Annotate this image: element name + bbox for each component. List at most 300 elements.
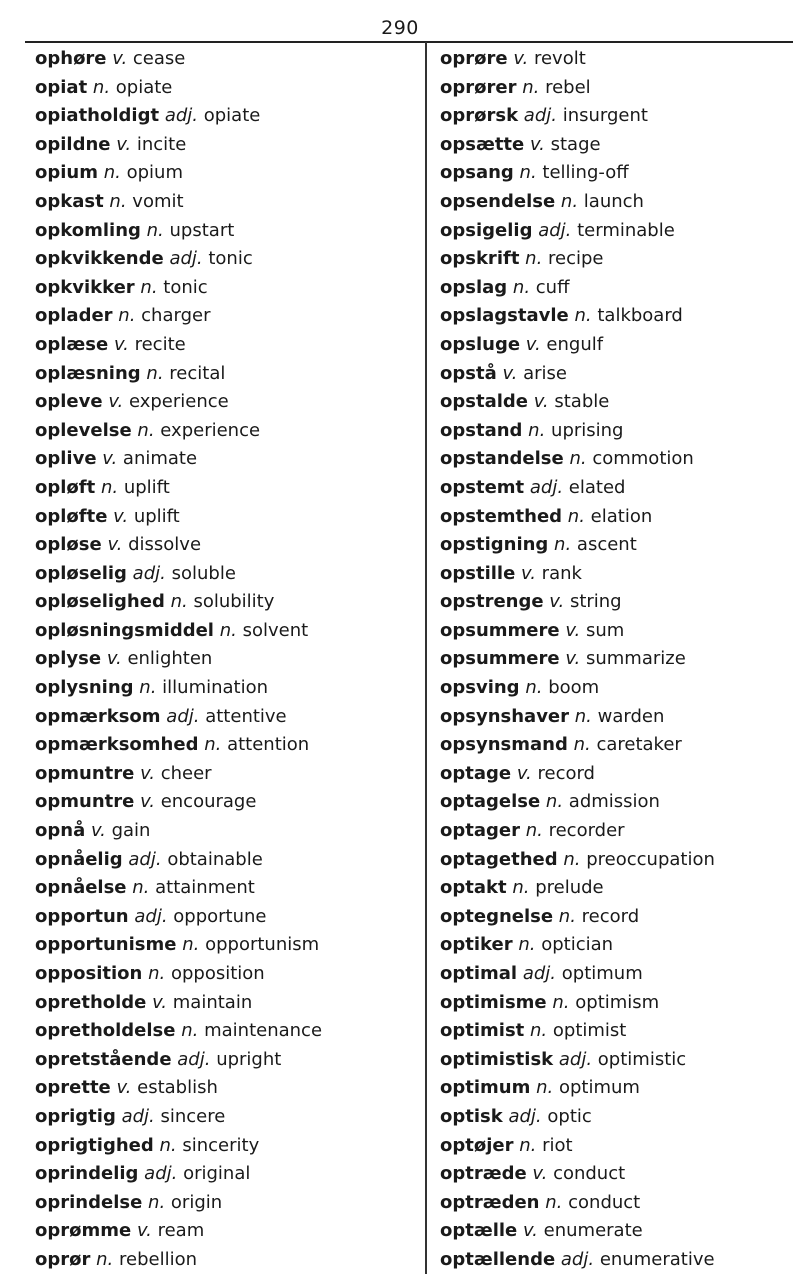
entry-headword: opnå [35, 820, 86, 842]
entry-headword: optimist [440, 1020, 525, 1042]
entry-headword: oprigtighed [35, 1134, 154, 1156]
entry-translation: attentive [205, 705, 287, 727]
entry-translation: optimism [575, 991, 660, 1013]
entry-translation: optimist [552, 1020, 627, 1042]
dictionary-entry [440, 445, 795, 474]
entry-headword: opnåelig [35, 848, 123, 870]
entry-headword: optisk [440, 1105, 503, 1127]
dictionary-entry [440, 960, 795, 989]
entry-headword: opslag [440, 276, 508, 298]
entry-part-of-speech: adj. [560, 1248, 595, 1270]
dictionary-entry [440, 1217, 795, 1246]
dictionary-entry [35, 874, 420, 903]
entry-translation: caretaker [596, 734, 682, 756]
entry-headword: opstille [440, 562, 516, 584]
entry-headword: opsynshaver [440, 705, 570, 727]
entry-headword: optælle [440, 1220, 518, 1242]
entry-headword: opmuntre [35, 791, 135, 813]
entry-headword: oprindelse [35, 1191, 143, 1213]
entry-headword: oprigtig [35, 1105, 116, 1127]
dictionary-entry [440, 1160, 795, 1189]
entry-headword: opløselighed [35, 591, 165, 613]
right-column [440, 45, 795, 1275]
entry-translation: enumerate [543, 1220, 643, 1242]
entry-headword: opløselig [35, 562, 127, 584]
entry-part-of-speech: adj. [166, 705, 200, 727]
entry-translation: stage [550, 133, 601, 155]
entry-part-of-speech: n. [525, 677, 543, 699]
entry-part-of-speech: n. [519, 162, 537, 184]
entry-translation: optimum [558, 1077, 640, 1099]
entry-part-of-speech: v. [513, 48, 529, 69]
dictionary-entry [35, 1103, 420, 1132]
entry-headword: opnåelse [35, 877, 127, 899]
entry-part-of-speech: v. [90, 820, 106, 842]
entry-headword: oplæse [35, 333, 109, 355]
entry-part-of-speech: v. [525, 333, 541, 355]
entry-part-of-speech: n. [536, 1077, 554, 1099]
dictionary-entry [440, 188, 795, 217]
entry-headword: oprindelig [35, 1163, 139, 1185]
dictionary-entry [35, 960, 420, 989]
entry-translation: opiate [203, 105, 261, 127]
entry-translation: elated [568, 476, 626, 498]
entry-headword: opsætte [440, 133, 525, 155]
entry-headword: opium [35, 162, 98, 184]
entry-headword: optage [440, 762, 512, 784]
entry-headword: oprørsk [440, 105, 519, 127]
entry-part-of-speech: n. [574, 305, 592, 327]
entry-headword: oplæsning [35, 362, 141, 384]
entry-translation: original [183, 1163, 251, 1185]
entry-part-of-speech: n. [569, 448, 587, 470]
entry-translation: cease [132, 48, 186, 69]
entry-headword: opretholde [35, 991, 147, 1013]
entry-headword: opmærksom [35, 705, 161, 727]
entry-headword: opsluge [440, 333, 521, 355]
entry-headword: optagethed [440, 848, 558, 870]
entry-translation: enumerative [599, 1248, 715, 1270]
entry-part-of-speech: v. [533, 391, 549, 413]
entry-part-of-speech: adj. [529, 476, 564, 498]
entry-translation: preoccupation [586, 848, 715, 870]
entry-translation: cuff [535, 276, 570, 298]
entry-translation: solvent [242, 619, 309, 641]
dictionary-entry [35, 388, 420, 417]
dictionary-entry [35, 445, 420, 474]
entry-translation: gain [111, 820, 151, 842]
entry-translation: record [581, 905, 640, 927]
entry-translation: tonic [163, 276, 208, 298]
entry-headword: optager [440, 820, 520, 842]
dictionary-entry [440, 302, 795, 331]
entry-translation: cheer [160, 762, 212, 784]
entry-part-of-speech: v. [108, 391, 124, 413]
entry-part-of-speech: n. [530, 1020, 548, 1042]
entry-headword: opsynsmand [440, 734, 568, 756]
entry-part-of-speech: adj. [558, 1048, 593, 1070]
entry-headword: opstigning [440, 534, 549, 556]
dictionary-entry [440, 560, 795, 589]
dictionary-entry [440, 217, 795, 246]
entry-part-of-speech: n. [159, 1134, 177, 1156]
entry-translation: insurgent [562, 105, 648, 127]
entry-translation: record [537, 762, 595, 784]
entry-headword: optimisme [440, 991, 547, 1013]
entry-headword: opstalde [440, 391, 528, 413]
dictionary-entry [440, 788, 795, 817]
entry-part-of-speech: n. [146, 219, 164, 241]
dictionary-entry [440, 531, 795, 560]
dictionary-entry [440, 760, 795, 789]
entry-translation: upright [216, 1048, 282, 1070]
entry-headword: optimum [440, 1077, 531, 1099]
entry-headword: opstandelse [440, 448, 564, 470]
entry-headword: opkast [35, 190, 104, 212]
entry-translation: uplift [133, 505, 180, 527]
entry-translation: tonic [208, 248, 253, 270]
dictionary-entry [35, 846, 420, 875]
entry-headword: oplevelse [35, 419, 132, 441]
entry-headword: optiker [440, 934, 513, 956]
entry-translation: opposition [170, 963, 265, 984]
entry-translation: attainment [155, 877, 255, 899]
entry-part-of-speech: v. [113, 505, 129, 527]
entry-translation: telling-off [542, 162, 629, 184]
dictionary-entry [35, 931, 420, 960]
dictionary-entry [35, 817, 420, 846]
entry-headword: optællende [440, 1248, 556, 1270]
entry-part-of-speech: n. [525, 820, 543, 842]
entry-translation: engulf [546, 333, 604, 355]
entry-headword: opsendelse [440, 190, 556, 212]
entry-part-of-speech: adj. [128, 848, 162, 870]
entry-headword: optakt [440, 877, 507, 899]
entry-headword: opsummere [440, 619, 560, 641]
entry-translation: recipe [548, 248, 604, 270]
entry-translation: ascent [576, 534, 637, 556]
dictionary-entry [440, 617, 795, 646]
entry-headword: opløse [35, 534, 102, 556]
entry-headword: opsigelig [440, 219, 533, 241]
entry-part-of-speech: n. [554, 534, 572, 556]
dictionary-entry [440, 674, 795, 703]
entry-part-of-speech: n. [148, 1191, 166, 1213]
entry-translation: experience [128, 391, 229, 413]
entry-part-of-speech: n. [103, 162, 121, 184]
dictionary-entry [440, 159, 795, 188]
entry-part-of-speech: n. [545, 791, 564, 813]
entry-translation: attention [227, 734, 310, 756]
entry-translation: obtainable [167, 848, 263, 870]
entry-translation: conduct [553, 1163, 626, 1185]
dictionary-entry [440, 274, 795, 303]
entry-part-of-speech: v. [152, 991, 168, 1013]
entry-headword: opsummere [440, 648, 560, 670]
dictionary-entry [440, 45, 795, 74]
dictionary-entry [35, 1189, 420, 1218]
entry-part-of-speech: n. [140, 276, 158, 298]
entry-translation: animate [122, 448, 198, 470]
entry-part-of-speech: n. [181, 1020, 199, 1042]
entry-headword: optegnelse [440, 905, 554, 927]
entry-part-of-speech: n. [528, 419, 546, 441]
dictionary-entry [35, 1132, 420, 1161]
dictionary-entry [35, 531, 420, 560]
entry-part-of-speech: v. [516, 762, 532, 784]
entry-headword: optøjer [440, 1134, 514, 1156]
entry-headword: opkvikker [35, 276, 135, 298]
entry-headword: oprømme [35, 1220, 132, 1242]
entry-translation: charger [141, 305, 211, 327]
entry-part-of-speech: v. [106, 648, 122, 670]
dictionary-entry [35, 989, 420, 1018]
entry-headword: opiatholdigt [35, 105, 160, 127]
entry-part-of-speech: n. [170, 591, 188, 613]
entry-headword: opstå [440, 362, 497, 384]
entry-part-of-speech: n. [96, 1248, 114, 1270]
dictionary-entry [440, 388, 795, 417]
entry-translation: boom [548, 677, 600, 699]
entry-translation: rank [541, 562, 582, 584]
entry-part-of-speech: v. [565, 619, 581, 641]
dictionary-entry [440, 931, 795, 960]
dictionary-entry [440, 331, 795, 360]
entry-part-of-speech: n. [519, 1134, 537, 1156]
entry-part-of-speech: v. [529, 133, 545, 155]
entry-translation: conduct [568, 1191, 641, 1213]
entry-headword: opretstående [35, 1048, 172, 1070]
dictionary-entry [440, 1132, 795, 1161]
dictionary-entry [35, 131, 420, 160]
entry-headword: opkomling [35, 219, 141, 241]
dictionary-entry [440, 131, 795, 160]
entry-headword: opposition [35, 963, 143, 984]
entry-part-of-speech: v. [136, 1220, 152, 1242]
entry-headword: oprører [440, 76, 517, 98]
entry-headword: optimal [440, 963, 518, 984]
dictionary-entry [440, 846, 795, 875]
entry-headword: oprøre [440, 48, 508, 69]
entry-part-of-speech: v. [521, 562, 536, 584]
entry-part-of-speech: adj. [121, 1105, 155, 1127]
entry-translation: riot [542, 1134, 573, 1156]
entry-part-of-speech: v. [523, 1220, 538, 1242]
dictionary-entry [440, 417, 795, 446]
header-rule [25, 41, 793, 43]
dictionary-entry [440, 1103, 795, 1132]
entry-headword: opløft [35, 476, 96, 498]
entry-part-of-speech: n. [574, 705, 592, 727]
entry-translation: recorder [548, 820, 625, 842]
dictionary-entry [35, 274, 420, 303]
entry-translation: incite [136, 133, 187, 155]
dictionary-entry [35, 1017, 420, 1046]
dictionary-entry [35, 674, 420, 703]
entry-part-of-speech: v. [140, 762, 155, 784]
dictionary-entry [440, 817, 795, 846]
entry-translation: recite [134, 333, 186, 355]
dictionary-entry [440, 503, 795, 532]
entry-translation: elation [590, 505, 653, 527]
entry-part-of-speech: n. [146, 362, 164, 384]
entry-headword: ophøre [35, 48, 107, 69]
entry-headword: opstemt [440, 476, 525, 498]
entry-headword: optagelse [440, 791, 541, 813]
entry-translation: maintenance [204, 1020, 323, 1042]
dictionary-entry [440, 1246, 795, 1275]
dictionary-entry [440, 731, 795, 760]
entry-headword: opmærksomhed [35, 734, 199, 756]
entry-part-of-speech: n. [512, 877, 530, 899]
entry-part-of-speech: adj. [132, 562, 166, 584]
entry-headword: opsang [440, 162, 514, 184]
entry-part-of-speech: n. [512, 276, 531, 298]
dictionary-entry [35, 474, 420, 503]
entry-translation: upstart [169, 219, 235, 241]
entry-translation: launch [583, 190, 644, 212]
entry-headword: opstrenge [440, 591, 544, 613]
entry-translation: dissolve [128, 534, 202, 556]
entry-part-of-speech: adj. [522, 963, 557, 984]
dictionary-entry [35, 302, 420, 331]
entry-part-of-speech: n. [563, 848, 581, 870]
entry-headword: optræden [440, 1191, 540, 1213]
entry-part-of-speech: v. [549, 591, 565, 613]
dictionary-entry [440, 1074, 795, 1103]
entry-headword: optræde [440, 1163, 527, 1185]
entry-part-of-speech: v. [107, 534, 123, 556]
dictionary-entry [35, 217, 420, 246]
dictionary-entry [35, 74, 420, 103]
entry-part-of-speech: n. [137, 419, 155, 441]
dictionary-entry [440, 1189, 795, 1218]
dictionary-entry [35, 617, 420, 646]
entry-part-of-speech: n. [92, 76, 111, 98]
dictionary-entry [35, 331, 420, 360]
entry-headword: opmuntre [35, 762, 135, 784]
entry-translation: sincere [160, 1105, 226, 1127]
entry-translation: rebellion [118, 1248, 197, 1270]
entry-part-of-speech: n. [132, 877, 150, 899]
dictionary-entry [35, 560, 420, 589]
dictionary-entry [35, 760, 420, 789]
dictionary-entry [440, 703, 795, 732]
entry-headword: opløfte [35, 505, 108, 527]
dictionary-entry [35, 360, 420, 389]
entry-translation: maintain [172, 991, 253, 1013]
dictionary-entry [35, 1246, 420, 1275]
entry-translation: optimum [561, 963, 643, 984]
dictionary-entry [35, 245, 420, 274]
entry-part-of-speech: n. [558, 905, 576, 927]
entry-translation: soluble [171, 562, 236, 584]
entry-translation: encourage [160, 791, 257, 813]
dictionary-entry [35, 159, 420, 188]
entry-part-of-speech: n. [525, 248, 543, 270]
entry-translation: string [569, 591, 622, 613]
entry-headword: oprette [35, 1077, 111, 1099]
entry-translation: opium [126, 162, 183, 184]
entry-part-of-speech: adj. [177, 1048, 211, 1070]
entry-part-of-speech: n. [109, 190, 127, 212]
entry-translation: recital [169, 362, 226, 384]
entry-part-of-speech: adj. [144, 1163, 178, 1185]
dictionary-entry [440, 74, 795, 103]
entry-part-of-speech: n. [118, 305, 136, 327]
entry-part-of-speech: n. [545, 1191, 563, 1213]
entry-part-of-speech: n. [204, 734, 222, 756]
dictionary-entry [35, 645, 420, 674]
dictionary-entry [440, 1017, 795, 1046]
entry-translation: talkboard [597, 305, 683, 327]
entry-headword: opstand [440, 419, 523, 441]
entry-headword: opstemthed [440, 505, 563, 527]
entry-part-of-speech: n. [219, 619, 237, 641]
entry-translation: arise [523, 362, 567, 384]
dictionary-entry [35, 1160, 420, 1189]
entry-translation: optimistic [597, 1048, 687, 1070]
entry-translation: vomit [132, 190, 184, 212]
entry-part-of-speech: v. [102, 448, 118, 470]
entry-part-of-speech: n. [573, 734, 591, 756]
dictionary-entry [440, 1046, 795, 1075]
entry-headword: oplive [35, 448, 97, 470]
page-number: 290 [381, 17, 419, 39]
entry-part-of-speech: n. [567, 505, 585, 527]
entry-part-of-speech: n. [182, 934, 200, 956]
entry-translation: admission [568, 791, 660, 813]
entry-part-of-speech: v. [140, 791, 155, 813]
entry-headword: opskrift [440, 248, 520, 270]
entry-part-of-speech: n. [522, 76, 540, 98]
dictionary-entry [35, 417, 420, 446]
dictionary-entry [35, 503, 420, 532]
entry-part-of-speech: n. [139, 677, 157, 699]
entry-headword: opportun [35, 905, 129, 927]
entry-part-of-speech: adj. [169, 248, 203, 270]
entry-headword: opportunisme [35, 934, 177, 956]
entry-translation: uplift [123, 476, 170, 498]
entry-part-of-speech: n. [148, 963, 166, 984]
entry-headword: optimistisk [440, 1048, 554, 1070]
entry-part-of-speech: v. [116, 133, 132, 155]
entry-headword: oplyse [35, 648, 102, 670]
entry-headword: oplysning [35, 677, 134, 699]
entry-part-of-speech: adj. [164, 105, 198, 127]
entry-part-of-speech: adj. [134, 905, 168, 927]
entry-translation: ream [157, 1220, 205, 1242]
dictionary-entry [35, 788, 420, 817]
entry-translation: terminable [577, 219, 675, 241]
entry-translation: commotion [592, 448, 694, 470]
dictionary-entry [440, 474, 795, 503]
entry-headword: opsving [440, 677, 520, 699]
entry-translation: solubility [193, 591, 275, 613]
entry-translation: rebel [545, 76, 591, 98]
entry-headword: oprør [35, 1248, 91, 1270]
dictionary-entry [35, 731, 420, 760]
entry-translation: optician [541, 934, 614, 956]
entry-translation: stable [554, 391, 610, 413]
entry-translation: warden [597, 705, 665, 727]
dictionary-entry [440, 645, 795, 674]
dictionary-entry [440, 360, 795, 389]
entry-translation: sum [585, 619, 625, 641]
entry-part-of-speech: n. [552, 991, 570, 1013]
entry-part-of-speech: adj. [508, 1105, 542, 1127]
entry-headword: opleve [35, 391, 103, 413]
